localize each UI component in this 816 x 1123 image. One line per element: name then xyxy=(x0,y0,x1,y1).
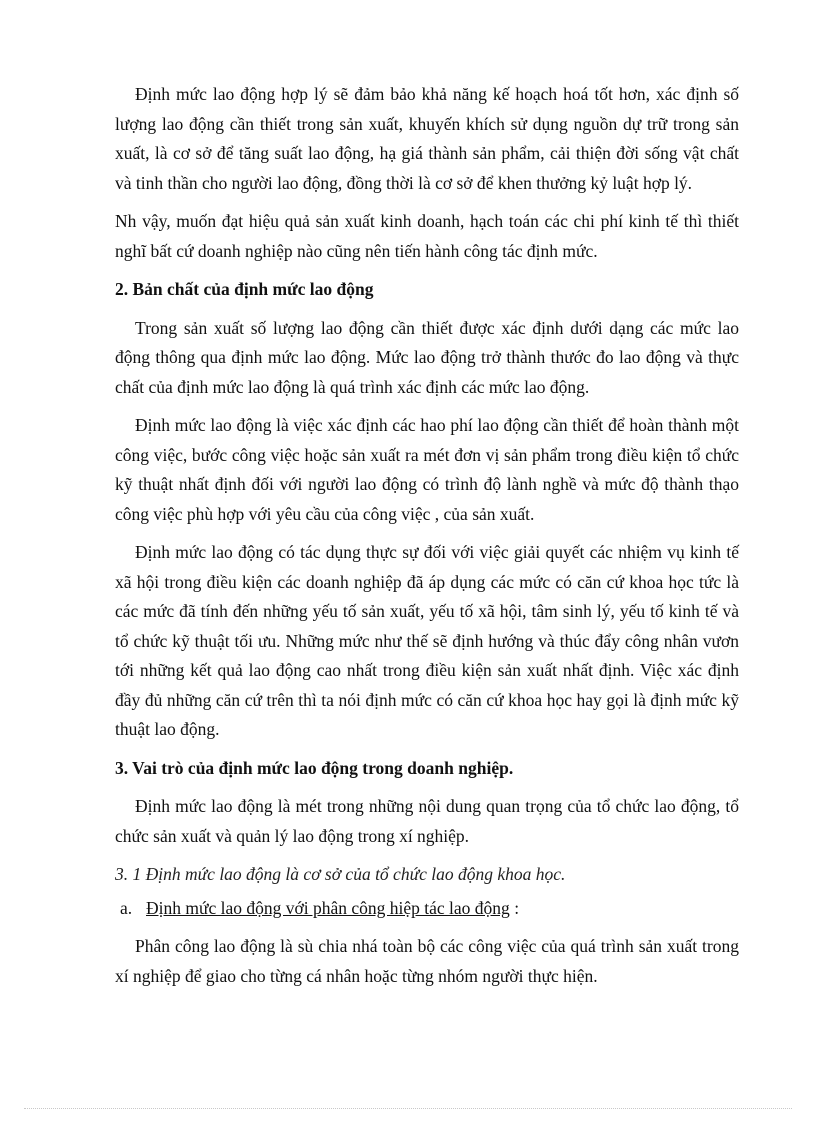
closing-paragraph: Phân công lao động là sù chia nhá toàn bộ các công việc của quá trình sản xuất trong xí nghiệp để giao cho từng cá nhân hoặc từng nhóm người thực hiện. xyxy=(115,936,739,986)
list-item-title: Định mức lao động với phân công hiệp tác lao động xyxy=(146,897,510,918)
section-2-paragraph-3: Định mức lao động có tác dụng thực sự đối với việc giải quyết các nhiệm vụ kinh tế xã hội trong điều kiện các doanh nghiệp đã áp dụng các mức có căn cứ khoa học tức là các mức đã tính đến những yếu tố sản xuất, yếu tố xã hội, tâm sinh lý, yếu tố kinh tế và tổ chức kỹ thuật tối ưu. Những mức như thế sẽ định hướng và thúc đẩy công nhân vươn tới những kết quả lao động cao nhất trong điều kiện sản xuất nhất định. Việc xác định đầy đủ những căn cứ trên thì ta nói định mức có căn cứ khoa học hay gọi là định mức kỹ thuật lao động. xyxy=(115,542,739,739)
intro-paragraph-1: Định mức lao động hợp lý sẽ đảm bảo khả năng kế hoạch hoá tốt hơn, xác định số lượng lao động cần thiết trong sản xuất, khuyến khích sử dụng nguồn dự trữ trong sản xuất, là cơ sở để tăng suất lao động, hạ giá thành sản phẩm, cải thiện đời sống vật chất và tinh thần cho người lao động, đồng thời là cơ sở để khen thưởng kỷ luật hợp lý. xyxy=(115,84,739,193)
section-3-1-subheading: 3. 1 Định mức lao động là cơ sở của tổ chức lao động khoa học. xyxy=(115,864,566,884)
intro-paragraph-2: Nh vậy, muốn đạt hiệu quả sản xuất kinh doanh, hạch toán các chi phí kinh tế thì thiết nghĩ bất cứ doanh nghiệp nào cũng nên tiến hành công tác định mức. xyxy=(115,211,739,261)
section-2-paragraph-1: Trong sản xuất số lượng lao động cần thiết được xác định dưới dạng các mức lao động thông qua định mức lao động. Mức lao động trở thành thước đo lao động và thực chất của định mức lao động là quá trình xác định các mức lao động. xyxy=(115,317,739,397)
section-3-paragraph: Định mức lao động là mét trong những nội dung quan trọng của tổ chức lao động, tổ chức sản xuất và quản lý lao động trong xí nghiệp. xyxy=(115,796,739,846)
document-body xyxy=(115,80,739,1000)
page-bottom-divider xyxy=(24,1108,792,1109)
list-marker: a. xyxy=(120,897,133,918)
list-item-a xyxy=(115,894,739,924)
section-2-paragraph-2: Định mức lao động là việc xác định các hao phí lao động cần thiết để hoàn thành một công việc, bước công việc hoặc sản xuất ra mét đơn vị sản phẩm trong điều kiện tổ chức kỹ thuật nhất định đối với người lao động có trình độ lành nghề và mức độ thành thạo công việc phù hợp với yêu cầu của công việc , của sản xuất. xyxy=(115,415,739,524)
section-3-heading: 3. Vai trò của định mức lao động trong doanh nghiệp. xyxy=(115,757,514,778)
section-2-heading: 2. Bản chất của định mức lao động xyxy=(115,279,374,299)
list-item-colon: : xyxy=(514,897,520,918)
